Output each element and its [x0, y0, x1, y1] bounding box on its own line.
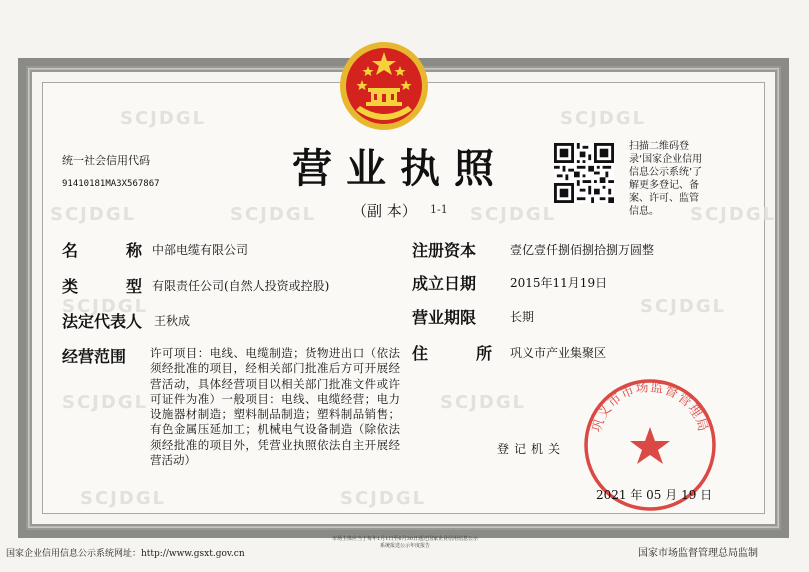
- address-label: 住 所: [412, 344, 492, 363]
- watermark: SCJDGL: [80, 488, 167, 509]
- footer-issuer: 国家市场监督管理总局监制: [638, 548, 758, 559]
- founded-label: 成立日期: [412, 274, 477, 293]
- issuer-label: 登记机关: [497, 442, 566, 456]
- type-label: 类 型: [62, 277, 142, 296]
- watermark: SCJDGL: [230, 204, 317, 225]
- footer-website: 国家企业信用信息公示系统网址：http://www.gsxt.gov.cn: [6, 549, 245, 559]
- business-scope: 许可项目：电线、电缆制造；货物进出口（依法须经批准的项目，经相关部门批准后方可开展经营活动，具体经营项目以相关部门批准文件或许可证件为准）一般项目：电线、电缆经营；电力设施器材制造；塑料制品制造；塑料制品销售；有色金属压延加工；机械电气设备制造（除依法须经批准的项目外，凭营业执照依法自主开展经营活动）: [150, 346, 400, 468]
- footer-notice: 市场主体应当于每年1月1日至6月30日通过国家企业信用信息公示系统报送公示年度报告: [332, 536, 478, 549]
- watermark: SCJDGL: [690, 204, 777, 225]
- watermark: SCJDGL: [440, 392, 527, 413]
- scope-label: 经营范围: [62, 347, 127, 366]
- credit-code-label: 统一社会信用代码: [62, 154, 150, 167]
- issue-date: 2021 年 05 月 19 日: [596, 488, 713, 502]
- subtitle: （副 本）: [352, 202, 417, 220]
- page-title: 营业执照: [292, 146, 508, 192]
- copy-number: 1-1: [430, 203, 448, 216]
- national-emblem-icon: [338, 40, 430, 132]
- legal-representative: 王秋成: [154, 314, 191, 328]
- legal-rep-label: 法定代表人: [62, 312, 143, 331]
- watermark: SCJDGL: [120, 108, 207, 129]
- term-label: 营业期限: [412, 308, 477, 327]
- qr-instructions: 扫描二维码登录‘国家企业信用信息公示系统’了解更多登记、备案、许可、监管信息。: [629, 141, 703, 217]
- name-label: 名 称: [62, 241, 142, 260]
- qr-code-icon[interactable]: [554, 143, 614, 203]
- watermark: SCJDGL: [640, 296, 727, 317]
- watermark: SCJDGL: [470, 204, 557, 225]
- capital-label: 注册资本: [412, 241, 477, 260]
- svg-text:巩义市市场监督管理局: 巩义市市场监督管理局: [589, 380, 711, 435]
- company-type: 有限责任公司(自然人投资或控股): [152, 279, 330, 293]
- business-term: 长期: [510, 310, 535, 324]
- registered-capital: 壹亿壹仟捌佰捌拾捌万圆整: [510, 243, 655, 257]
- watermark: SCJDGL: [62, 392, 149, 413]
- credit-code: 91410181MA3X567867: [62, 179, 160, 189]
- watermark: SCJDGL: [560, 108, 647, 129]
- watermark: SCJDGL: [340, 488, 427, 509]
- company-name: 中部电缆有限公司: [152, 243, 249, 257]
- founded-date: 2015年11月19日: [510, 276, 608, 290]
- address: 巩义市产业集聚区: [510, 346, 607, 360]
- watermark: SCJDGL: [62, 296, 149, 317]
- watermark: SCJDGL: [50, 204, 137, 225]
